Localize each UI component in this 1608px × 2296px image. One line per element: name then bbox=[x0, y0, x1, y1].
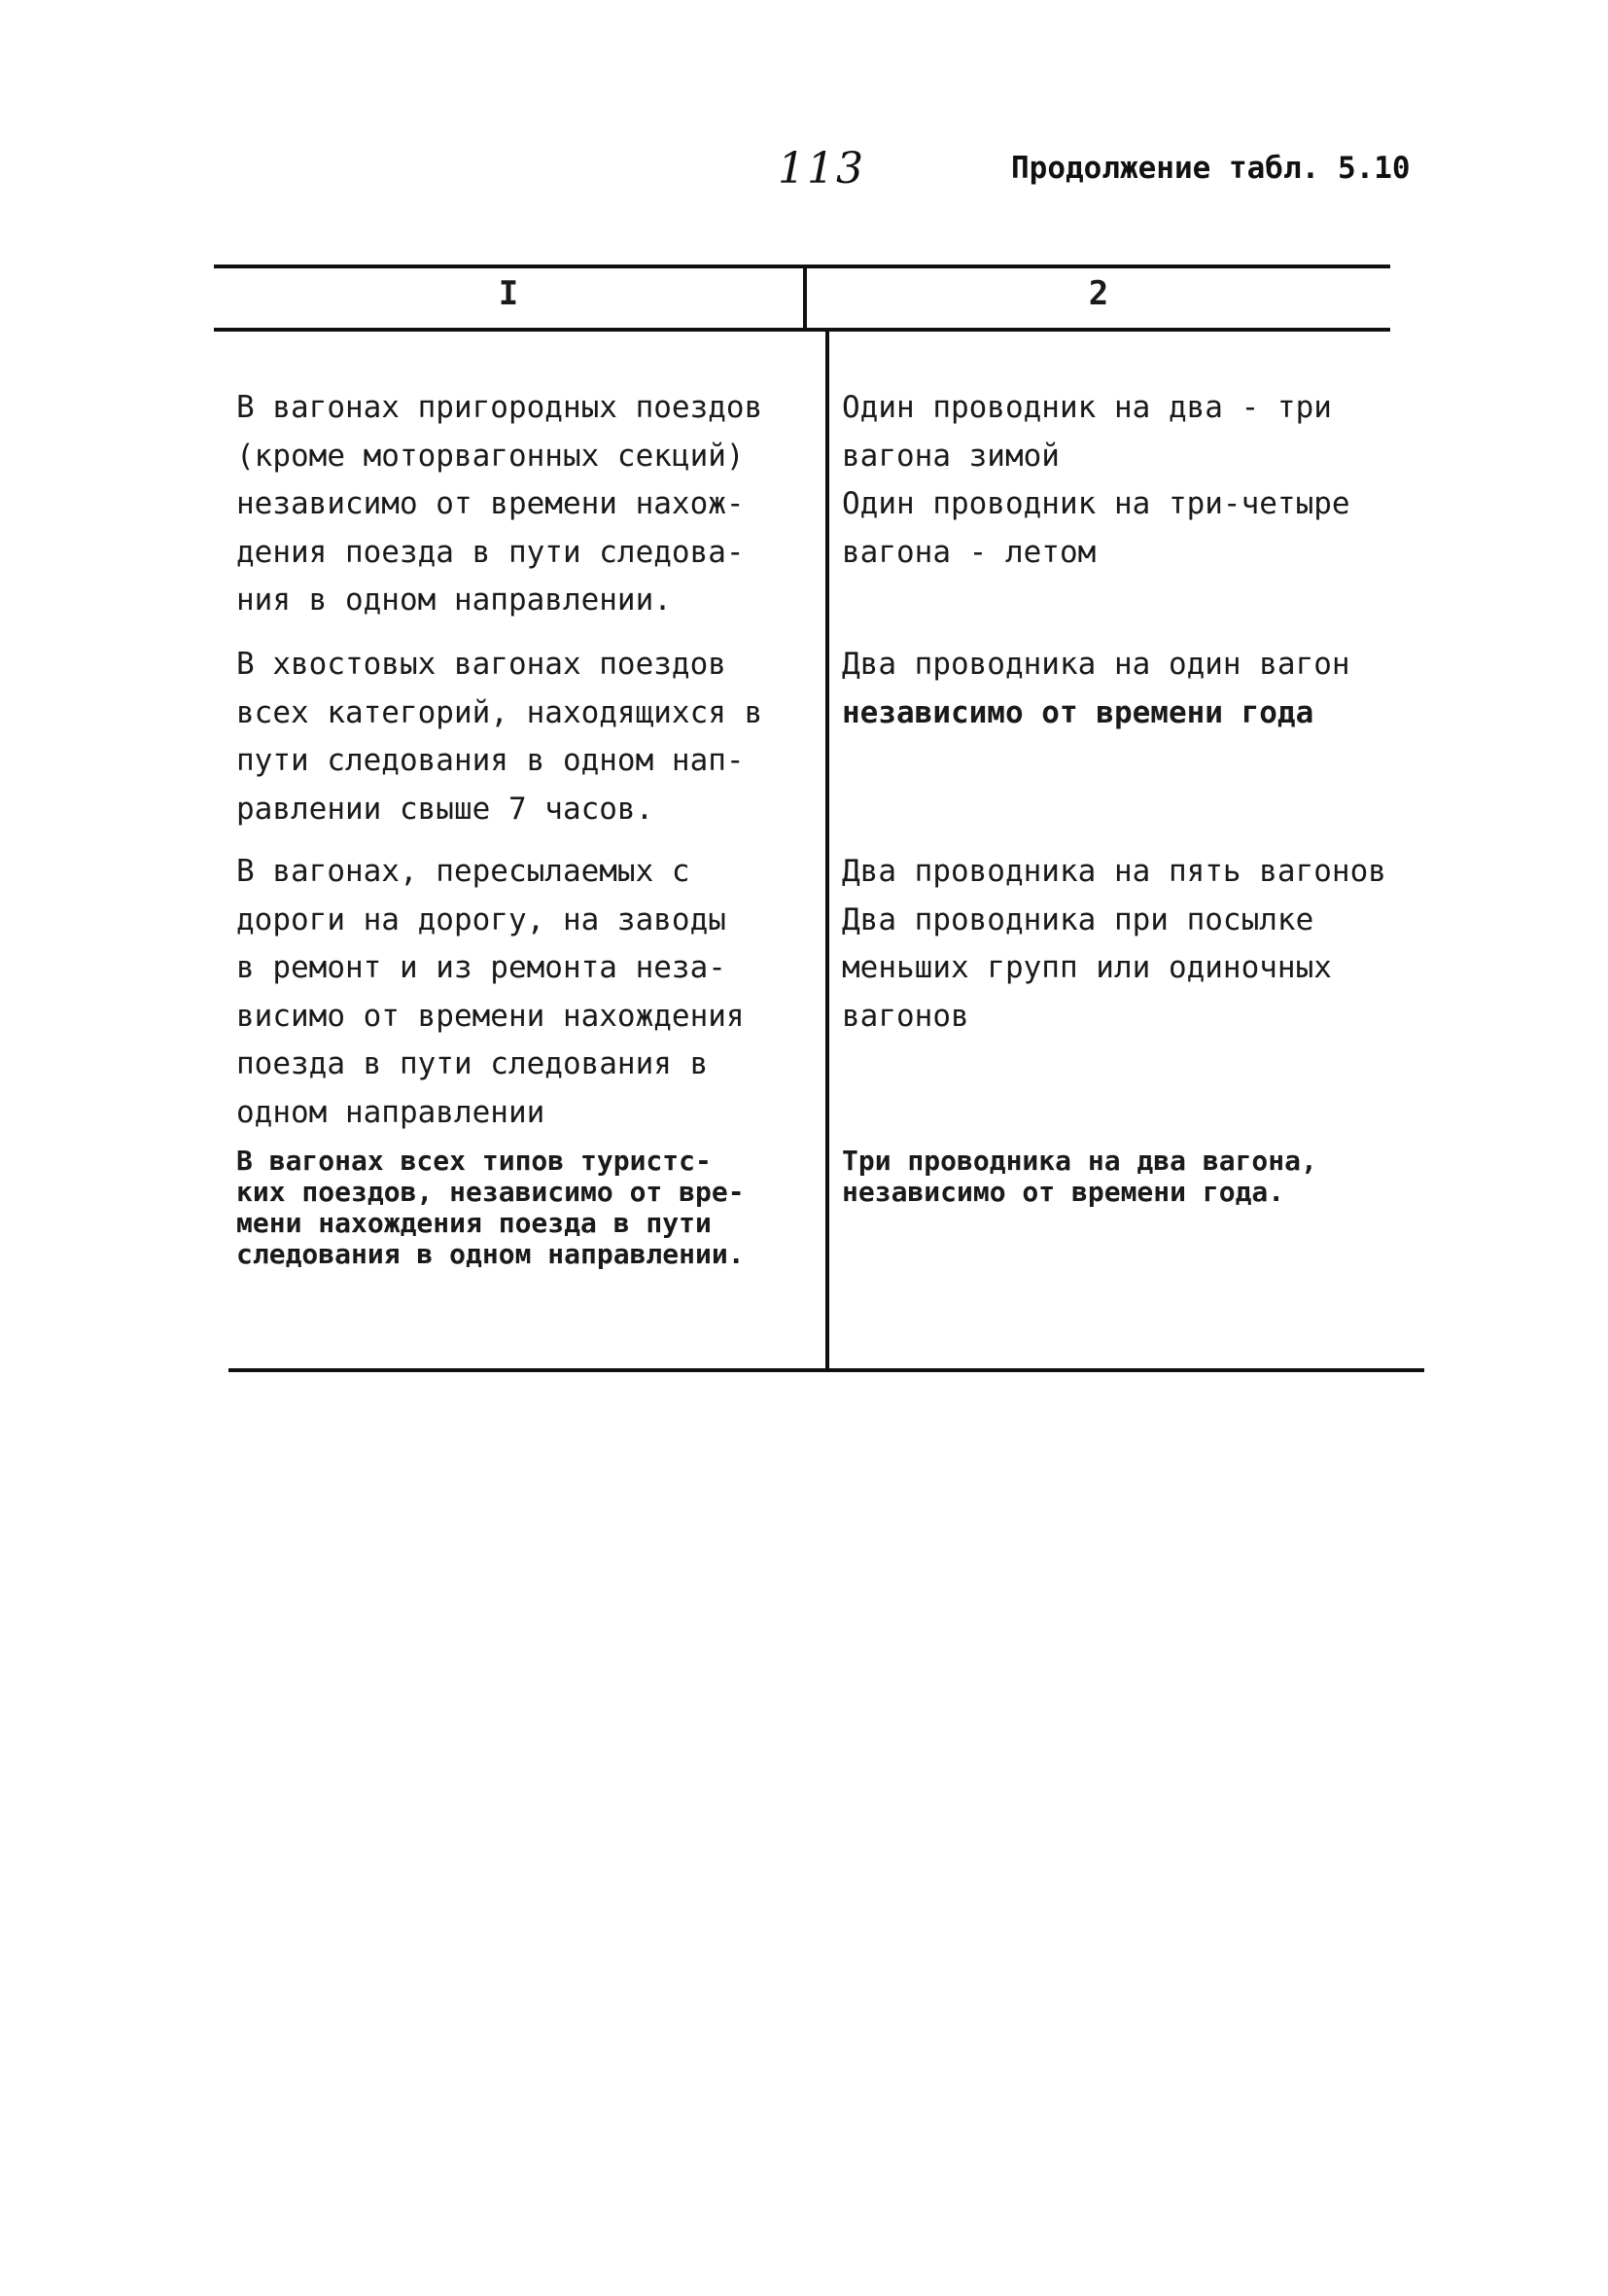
text-line: меньших групп или одиночных bbox=[842, 950, 1332, 985]
table-header-rule bbox=[214, 328, 1390, 332]
text-line: равлении свыше 7 часов. bbox=[236, 791, 654, 827]
table-row-2-condition bbox=[236, 641, 762, 833]
text-line: следования в одном направлении. bbox=[236, 1238, 745, 1270]
table-top-rule bbox=[214, 265, 1390, 268]
text-line: ния в одном направлении. bbox=[236, 583, 672, 618]
text-line: независимо от времени года. bbox=[842, 1176, 1285, 1208]
text-line: независимо от времени нахож- bbox=[236, 486, 745, 521]
text-line: В хвостовых вагонах поездов bbox=[236, 647, 726, 682]
text-line: поезда в пути следования в bbox=[236, 1046, 709, 1081]
text-line: дения поезда в пути следова- bbox=[236, 534, 745, 570]
text-line: (кроме моторвагонных секций) bbox=[236, 438, 745, 474]
text-line: В вагонах всех типов туристс- bbox=[236, 1145, 712, 1177]
text-line: Три проводника на два вагона, bbox=[842, 1145, 1317, 1177]
column-header-2: 2 bbox=[1088, 274, 1109, 313]
text-line: одном направлении bbox=[236, 1094, 545, 1130]
text-line: мени нахождения поезда в пути bbox=[236, 1207, 712, 1239]
text-line: пути следования в одном нап- bbox=[236, 743, 745, 778]
text-line: Один проводник на три-четыре bbox=[842, 486, 1350, 521]
column-header-1: I bbox=[498, 274, 519, 313]
text-line: дороги на дорогу, на заводы bbox=[236, 901, 726, 937]
table-row-4-condition bbox=[236, 1146, 745, 1270]
text-line: Два проводника на один вагон bbox=[842, 647, 1350, 682]
text-line: Два проводника на пять вагонов bbox=[842, 854, 1386, 889]
text-line: Один проводник на два - три bbox=[842, 390, 1332, 425]
table-row-3-staffing bbox=[842, 848, 1386, 1041]
text-line: В вагонах пригородных поездов bbox=[236, 390, 763, 425]
text-line: в ремонт и из ремонта неза- bbox=[236, 950, 726, 985]
text-line: В вагонах, пересылаемых с bbox=[236, 854, 690, 889]
table-row-1-condition bbox=[236, 384, 762, 625]
text-line: вагона - летом bbox=[842, 534, 1097, 570]
text-line: ких поездов, независимо от вре- bbox=[236, 1176, 745, 1208]
text-line: Два проводника при посылке bbox=[842, 901, 1314, 937]
column-divider-body bbox=[825, 331, 829, 1371]
text-line: висимо от времени нахождения bbox=[236, 998, 745, 1034]
text-line: вагонов bbox=[842, 998, 969, 1034]
table-row-3-condition bbox=[236, 848, 745, 1137]
table-continuation-caption: Продолжение табл. 5.10 bbox=[1011, 151, 1411, 186]
table-row-1-staffing bbox=[842, 384, 1350, 577]
text-line: вагона зимой bbox=[842, 438, 1060, 474]
table-row-2-staffing bbox=[842, 641, 1350, 737]
text-line: независимо от времени года bbox=[842, 694, 1314, 730]
page-number: 113 bbox=[778, 144, 865, 194]
table-row-4-staffing bbox=[842, 1146, 1317, 1208]
text-line: всех категорий, находящихся в bbox=[236, 694, 763, 730]
